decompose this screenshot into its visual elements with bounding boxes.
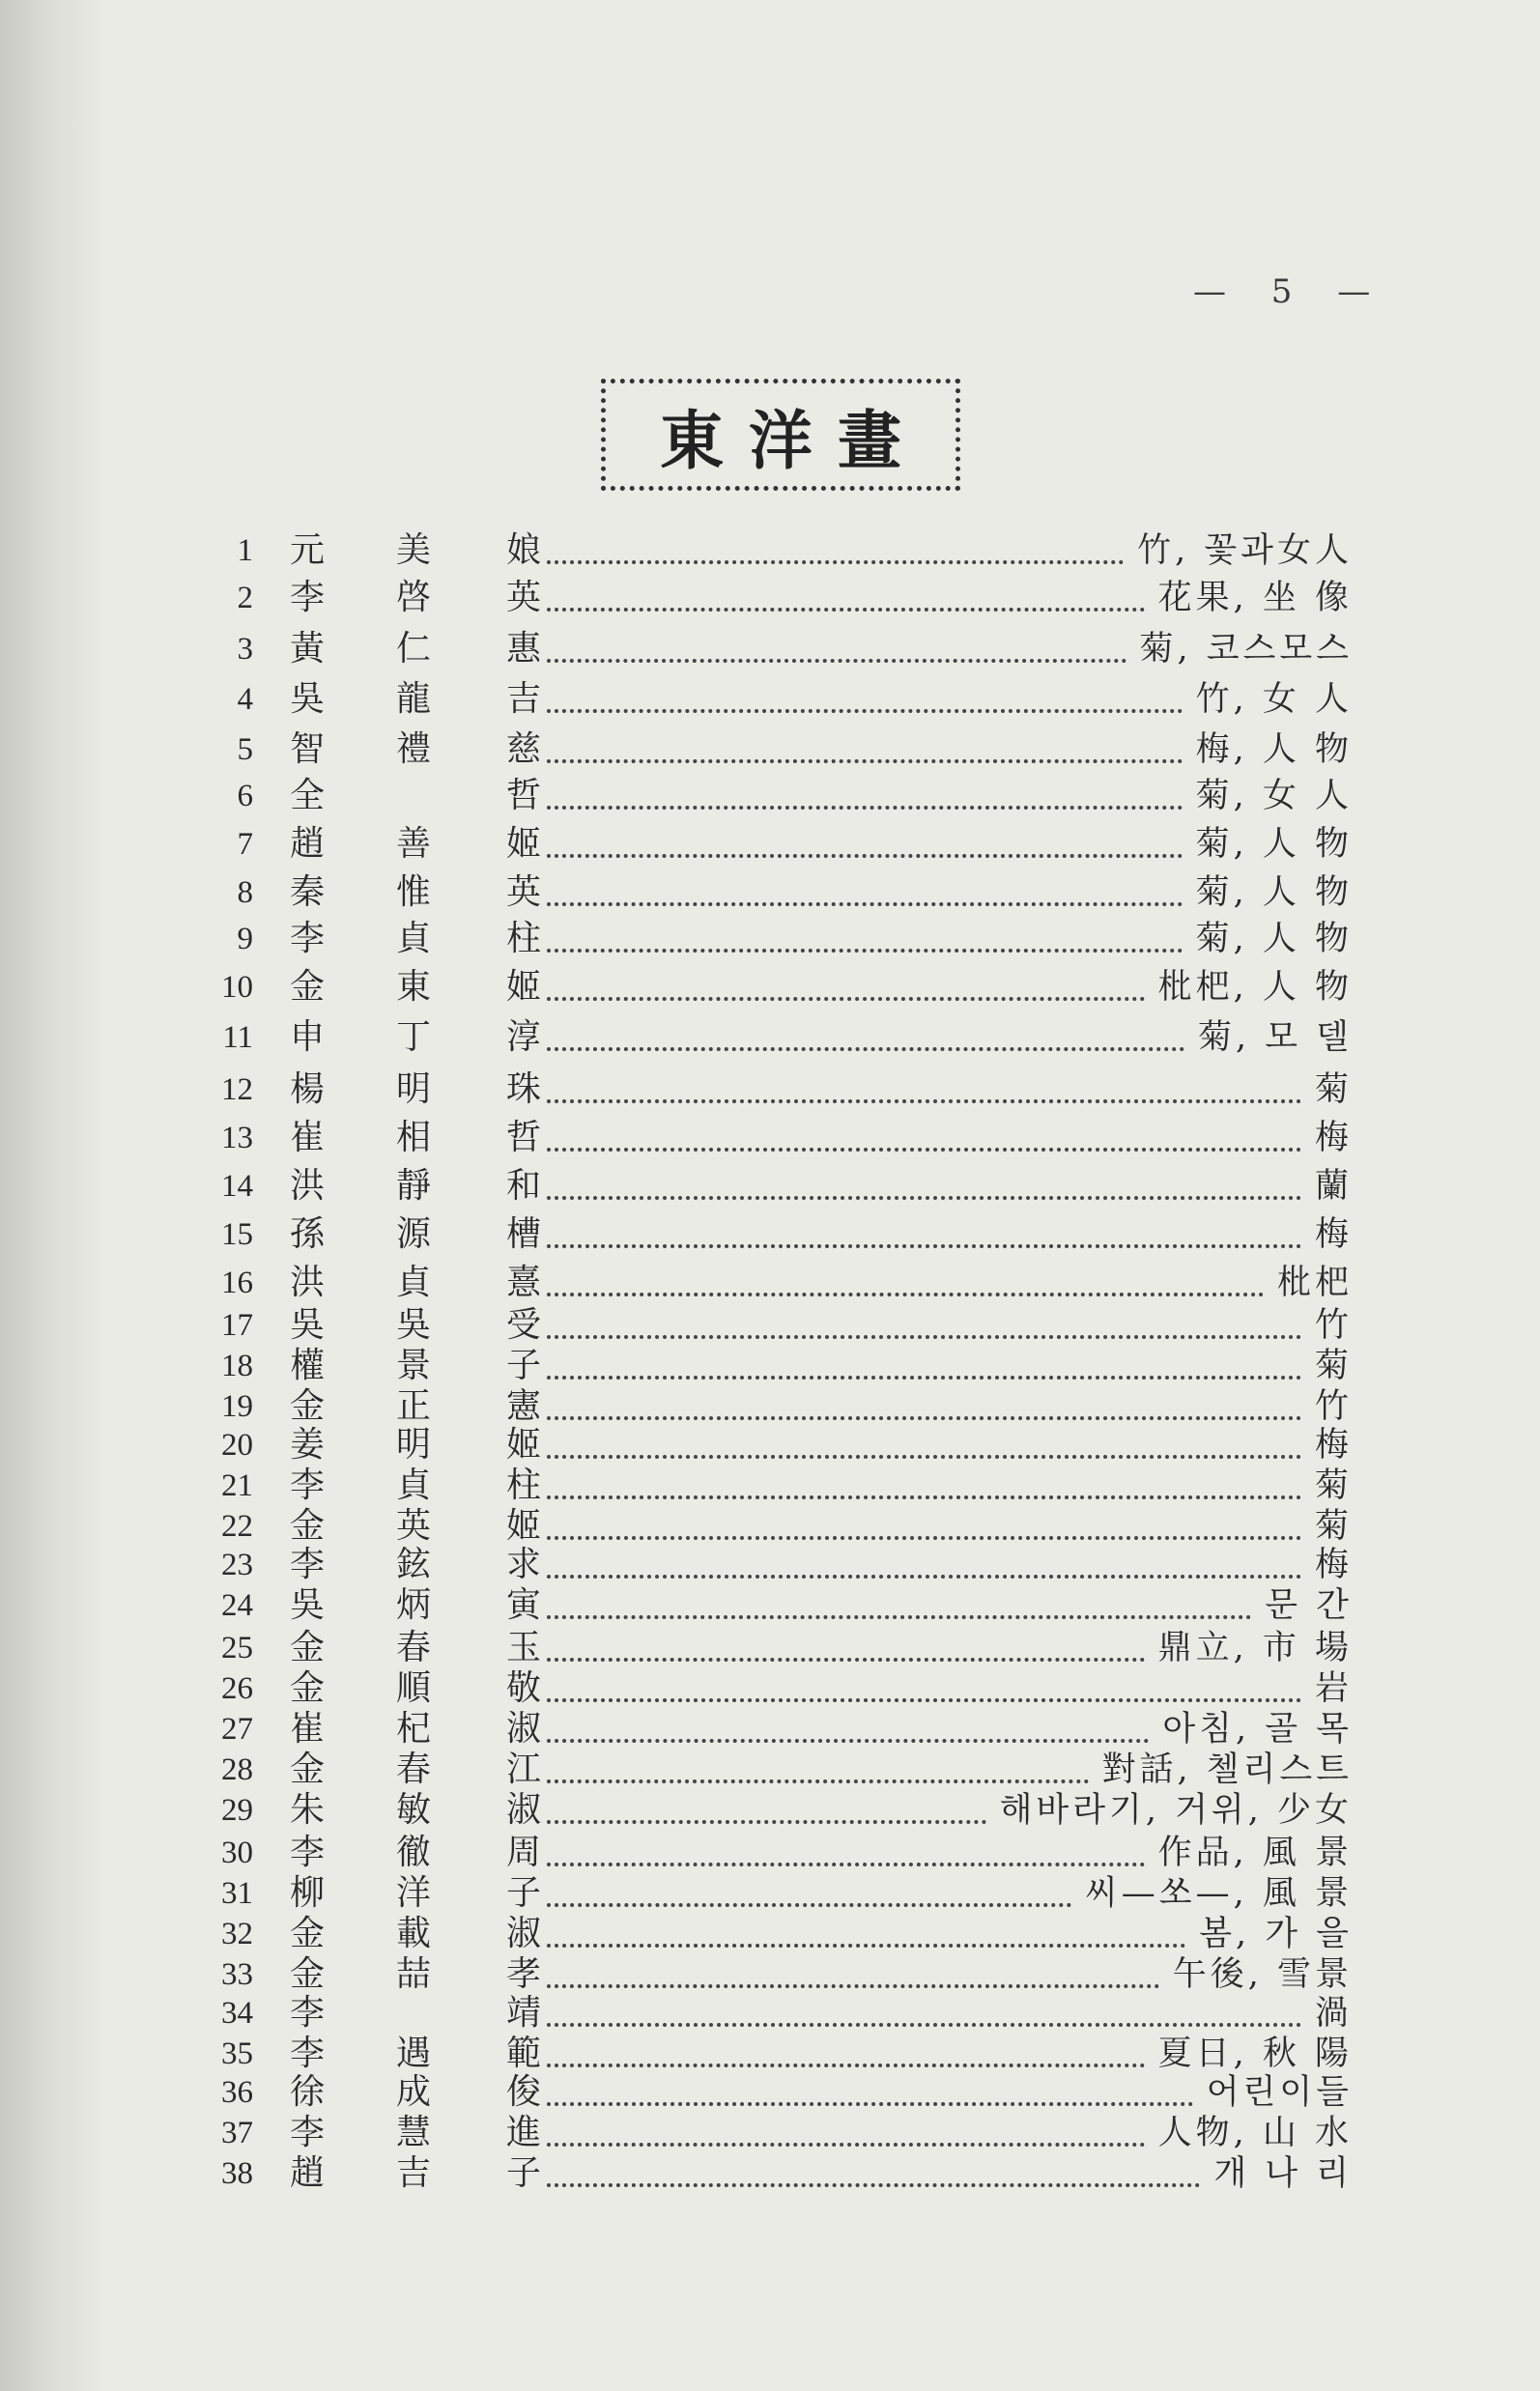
list-item (0, 966, 1540, 1009)
artist-name-char: 吉 (506, 679, 542, 719)
work-titles: 夏日, 秋 陽 (1157, 2035, 1353, 2073)
artist-name-char: 姜 (290, 1425, 326, 1465)
list-item (0, 1385, 1540, 1428)
entry-number: 7 (237, 827, 253, 862)
artist-name-char: 英 (396, 1506, 432, 1546)
artist-name-char: 金 (290, 1914, 326, 1953)
artist-name-char: 吳 (290, 1585, 326, 1625)
list-item (0, 2071, 1540, 2114)
artist-name-char: 吉 (396, 2153, 432, 2193)
dot-leader (547, 995, 1145, 1001)
work-titles: 枇杷 (1276, 1264, 1353, 1302)
work-titles: 花果, 坐 像 (1157, 579, 1353, 617)
artist-name-char: 淑 (506, 1709, 542, 1749)
artist-name-char: 江 (506, 1750, 542, 1789)
artist-name-char: 金 (290, 1386, 326, 1426)
artist-name-char: 東 (396, 967, 432, 1007)
work-titles: 渦 (1314, 1994, 1353, 2033)
artist-name-char: 權 (290, 1346, 326, 1385)
entry-number: 23 (221, 1548, 253, 1582)
list-item (0, 1584, 1540, 1627)
entry-number: 32 (221, 1917, 253, 1951)
artist-name-char: 金 (290, 967, 326, 1007)
work-titles: 菊, 人 物 (1195, 920, 1353, 958)
artist-name-char: 淳 (506, 1017, 542, 1057)
artist-name-char: 英 (506, 578, 542, 617)
dot-leader (547, 1146, 1301, 1152)
list-item (0, 1708, 1540, 1751)
artist-name-char: 金 (290, 1668, 326, 1708)
entry-number: 19 (221, 1389, 253, 1424)
artist-name-char: 善 (396, 824, 432, 864)
list-item (0, 1213, 1540, 1256)
work-titles: 菊 (1314, 1507, 1353, 1546)
artist-name-char: 子 (506, 1873, 542, 1913)
artist-name-char: 源 (396, 1214, 432, 1254)
section-title-box (601, 379, 960, 491)
list-item (0, 823, 1540, 866)
dot-leader (547, 2100, 1193, 2106)
dot-leader (547, 2021, 1301, 2027)
list-item (0, 1544, 1540, 1586)
artist-name-char: 春 (396, 1750, 432, 1789)
artist-name-char: 李 (290, 2034, 326, 2073)
entry-number: 29 (221, 1793, 253, 1828)
artist-name-char: 吳 (290, 679, 326, 719)
entry-number: 5 (237, 732, 253, 767)
list-item (0, 1505, 1540, 1548)
entry-number: 35 (221, 2036, 253, 2071)
dot-leader (547, 757, 1183, 763)
artist-name-char: 楊 (290, 1069, 326, 1109)
artist-name-char: 慧 (396, 2113, 432, 2152)
dot-leader (547, 1534, 1301, 1540)
work-titles: 씨—쏘—, 風 景 (1085, 1874, 1353, 1913)
artist-name-char: 李 (290, 1993, 326, 2033)
artist-name-char: 順 (396, 1668, 432, 1708)
dot-leader (547, 1494, 1301, 1499)
entry-number: 20 (221, 1428, 253, 1463)
artist-name-char: 娘 (506, 530, 542, 570)
dot-leader (547, 606, 1145, 612)
list-item (0, 1262, 1540, 1304)
work-titles: 竹 (1314, 1387, 1353, 1426)
artist-name-char: 玉 (506, 1628, 542, 1667)
entry-number: 10 (221, 970, 253, 1005)
artist-name-char: 相 (396, 1118, 432, 1157)
dot-leader (547, 1696, 1301, 1702)
dot-leader (547, 1656, 1145, 1662)
artist-name-char: 憙 (506, 1263, 542, 1302)
artist-name-char: 景 (396, 1346, 432, 1385)
artist-name-char: 朱 (290, 1790, 326, 1830)
list-item (0, 1345, 1540, 1387)
work-titles: 菊, 코스모스 (1139, 630, 1353, 669)
artist-name-char: 李 (290, 578, 326, 617)
dot-leader (547, 657, 1126, 663)
entry-number: 12 (221, 1072, 253, 1107)
dot-leader (547, 1194, 1301, 1200)
artist-name-char: 子 (506, 2153, 542, 2193)
artist-name-char: 正 (396, 1386, 432, 1426)
artist-name-char: 啓 (396, 578, 432, 617)
artist-name-char: 英 (506, 872, 542, 912)
list-item (0, 2112, 1540, 2154)
artist-name-char: 李 (290, 1833, 326, 1872)
dot-leader (547, 852, 1183, 858)
work-titles: 菊, 女 人 (1195, 777, 1353, 815)
dot-leader (547, 1291, 1264, 1296)
work-titles: 梅, 人 物 (1195, 730, 1353, 769)
artist-name-char: 喆 (396, 1954, 432, 1994)
entry-number: 24 (221, 1588, 253, 1623)
artist-name-char: 丁 (396, 1017, 432, 1057)
dot-leader (547, 2141, 1145, 2147)
artist-name-char: 姬 (506, 1425, 542, 1465)
artist-name-char: 珠 (506, 1069, 542, 1109)
entry-number: 33 (221, 1957, 253, 1992)
work-titles: 岩 (1314, 1669, 1353, 1708)
list-item (0, 1913, 1540, 1955)
artist-name-char: 崔 (290, 1709, 326, 1749)
entry-number: 13 (221, 1121, 253, 1155)
work-titles: 菊, 人 物 (1195, 825, 1353, 864)
work-titles: 蘭 (1314, 1167, 1353, 1206)
dot-leader (547, 2181, 1200, 2187)
artist-name-char: 範 (506, 2034, 542, 2073)
list-item (0, 1117, 1540, 1159)
artist-name-char: 明 (396, 1069, 432, 1109)
list-item (0, 577, 1540, 619)
artist-name-char: 明 (396, 1425, 432, 1465)
entry-number: 28 (221, 1752, 253, 1787)
dot-leader (547, 804, 1183, 810)
work-titles: 梅 (1314, 1546, 1353, 1584)
artist-name-char: 柱 (506, 1466, 542, 1505)
entry-number: 11 (222, 1020, 253, 1055)
list-item (0, 2152, 1540, 2195)
work-titles: 對話, 첼리스트 (1101, 1751, 1353, 1789)
artist-name-char: 靖 (506, 1993, 542, 2033)
dot-leader (547, 1374, 1301, 1380)
list-item (0, 628, 1540, 670)
dot-leader (547, 707, 1183, 713)
dot-leader (547, 1333, 1301, 1339)
work-titles: 아침, 골 목 (1162, 1710, 1353, 1749)
artist-name-char: 求 (506, 1545, 542, 1584)
artist-name-char: 杞 (396, 1709, 432, 1749)
artist-name-char: 金 (290, 1954, 326, 1994)
artist-name-char: 李 (290, 2113, 326, 2152)
artist-name-char: 柱 (506, 919, 542, 958)
list-item (0, 728, 1540, 771)
artist-name-char: 受 (506, 1305, 542, 1345)
list-item (0, 918, 1540, 960)
artist-name-char: 淑 (506, 1790, 542, 1830)
work-titles: 梅 (1314, 1119, 1353, 1157)
artist-name-char: 洪 (290, 1263, 326, 1302)
dot-leader (547, 1901, 1071, 1907)
list-item (0, 1872, 1540, 1915)
list-item (0, 1667, 1540, 1710)
artist-name-char: 淑 (506, 1914, 542, 1953)
work-titles: 菊 (1314, 1347, 1353, 1385)
dot-leader (547, 1818, 986, 1824)
work-titles: 梅 (1314, 1426, 1353, 1465)
artist-name-char: 黃 (290, 629, 326, 669)
entry-number: 22 (221, 1509, 253, 1544)
dot-leader (547, 1613, 1251, 1619)
dot-leader (547, 1045, 1184, 1051)
artist-name-char: 美 (396, 530, 432, 570)
artist-name-char: 趙 (290, 2153, 326, 2193)
page-number: — 5 — (1193, 272, 1388, 311)
work-titles: 午後, 雪景 (1172, 1955, 1353, 1994)
artist-name-char: 徹 (396, 1833, 432, 1872)
artist-name-char: 全 (290, 776, 326, 815)
dot-leader (547, 1573, 1301, 1579)
dot-leader (547, 900, 1183, 906)
artist-name-char: 秦 (290, 872, 326, 912)
artist-name-char: 炳 (396, 1585, 432, 1625)
entry-number: 38 (221, 2156, 253, 2191)
list-item (0, 678, 1540, 721)
artist-name-char: 金 (290, 1750, 326, 1789)
artist-name-char: 吳 (290, 1305, 326, 1345)
entry-number: 34 (221, 1996, 253, 2031)
artist-name-char: 貞 (396, 1263, 432, 1302)
list-item (0, 1068, 1540, 1111)
artist-name-char: 敏 (396, 1790, 432, 1830)
dot-leader (547, 1097, 1301, 1103)
artist-name-char: 洪 (290, 1166, 326, 1206)
artist-name-char: 鉉 (396, 1545, 432, 1584)
artist-name-char: 周 (506, 1833, 542, 1872)
list-item (0, 1304, 1540, 1347)
work-titles: 梅 (1314, 1215, 1353, 1254)
entry-number: 30 (221, 1836, 253, 1870)
artist-name-char: 哲 (506, 776, 542, 815)
artist-name-char: 趙 (290, 824, 326, 864)
artist-name-char: 敬 (506, 1668, 542, 1708)
artist-name-char: 李 (290, 1545, 326, 1584)
work-titles: 人物, 山 水 (1157, 2114, 1353, 2152)
list-item (0, 529, 1540, 572)
dot-leader (547, 1942, 1185, 1948)
artist-name-char: 寅 (506, 1585, 542, 1625)
list-item (0, 1424, 1540, 1466)
list-item (0, 1992, 1540, 2035)
artist-name-char: 貞 (396, 919, 432, 958)
entry-number: 8 (237, 875, 253, 910)
list-item (0, 1165, 1540, 1208)
list-item (0, 1832, 1540, 1874)
artist-name-char: 金 (290, 1628, 326, 1667)
list-item (0, 1953, 1540, 1996)
artist-name-char: 徐 (290, 2072, 326, 2112)
artist-name-char: 遇 (396, 2034, 432, 2073)
artist-name-char: 李 (290, 1466, 326, 1505)
work-titles: 菊, 人 物 (1195, 873, 1353, 912)
list-item (0, 1627, 1540, 1669)
artist-name-char: 龍 (396, 679, 432, 719)
artist-name-char: 成 (396, 2072, 432, 2112)
artist-name-char: 姬 (506, 1506, 542, 1546)
list-item (0, 2033, 1540, 2075)
list-item (0, 871, 1540, 914)
work-titles: 竹, 女 人 (1195, 680, 1353, 719)
entry-number: 2 (237, 581, 253, 615)
artist-name-char: 姬 (506, 967, 542, 1007)
artist-name-char: 貞 (396, 1466, 432, 1505)
entry-number: 3 (237, 632, 253, 667)
dot-leader (547, 1982, 1159, 1988)
work-titles: 문 간 (1265, 1586, 1353, 1625)
artist-name-char: 哲 (506, 1118, 542, 1157)
artist-name-char: 智 (290, 729, 326, 769)
artist-name-char: 柳 (290, 1873, 326, 1913)
dot-leader (547, 947, 1183, 953)
work-titles: 해바라기, 거위, 少女 (999, 1791, 1353, 1830)
entry-number: 31 (221, 1876, 253, 1911)
dot-leader (547, 1778, 1089, 1783)
list-item (0, 1749, 1540, 1791)
dot-leader (547, 1414, 1301, 1420)
dot-leader (547, 1242, 1301, 1248)
work-titles: 竹 (1314, 1306, 1353, 1345)
artist-name-char: 惟 (396, 872, 432, 912)
artist-name-char: 惠 (506, 629, 542, 669)
artist-name-char: 子 (506, 1346, 542, 1385)
artist-name-char: 禮 (396, 729, 432, 769)
artist-name-char: 俊 (506, 2072, 542, 2112)
artist-name-char: 春 (396, 1628, 432, 1667)
artist-name-char: 載 (396, 1914, 432, 1953)
artist-name-char: 姬 (506, 824, 542, 864)
work-titles: 枇杷, 人 物 (1157, 968, 1353, 1007)
entry-number: 15 (221, 1217, 253, 1252)
entry-number: 36 (221, 2075, 253, 2110)
entry-number: 21 (221, 1468, 253, 1503)
work-titles: 菊 (1314, 1466, 1353, 1505)
artist-name-char: 孝 (506, 1954, 542, 1994)
list-item (0, 1016, 1540, 1059)
dot-leader (547, 1861, 1145, 1866)
artist-name-char: 進 (506, 2113, 542, 2152)
work-titles: 竹, 꽃과女人 (1137, 531, 1353, 570)
work-titles: 鼎立, 市 場 (1157, 1629, 1353, 1667)
entry-number: 1 (237, 533, 253, 568)
section-title: 東洋畫 (660, 402, 927, 478)
artist-name-char: 申 (290, 1017, 326, 1057)
entry-number: 18 (221, 1349, 253, 1383)
work-titles: 作品, 風 景 (1157, 1834, 1353, 1872)
artist-name-char: 憲 (506, 1386, 542, 1426)
entry-number: 25 (221, 1631, 253, 1665)
work-titles: 개 나 리 (1213, 2154, 1353, 2193)
entry-number: 16 (221, 1266, 253, 1300)
entry-number: 9 (237, 922, 253, 956)
artist-name-char: 孫 (290, 1214, 326, 1254)
artist-name-char: 李 (290, 919, 326, 958)
artist-name-char: 崔 (290, 1118, 326, 1157)
list-item (0, 775, 1540, 817)
work-titles: 봄, 가 을 (1199, 1915, 1353, 1953)
dot-leader (547, 1453, 1301, 1459)
artist-name-char: 吳 (396, 1305, 432, 1345)
list-item (0, 1465, 1540, 1507)
work-titles: 菊 (1314, 1070, 1353, 1109)
entry-number: 17 (221, 1308, 253, 1343)
artist-name-char: 靜 (396, 1166, 432, 1206)
artist-name-char: 洋 (396, 1873, 432, 1913)
entry-number: 26 (221, 1671, 253, 1706)
entry-number: 6 (237, 779, 253, 813)
artist-name-char: 元 (290, 530, 326, 570)
artist-name-char: 和 (506, 1166, 542, 1206)
artist-name-char: 金 (290, 1506, 326, 1546)
work-titles: 菊, 모 델 (1198, 1018, 1353, 1057)
dot-leader (547, 2062, 1145, 2067)
dot-leader (547, 558, 1124, 564)
entry-number: 14 (221, 1169, 253, 1204)
artist-name-char: 慈 (506, 729, 542, 769)
entry-number: 4 (237, 682, 253, 717)
entry-number: 27 (221, 1712, 253, 1747)
artist-name-char: 槽 (506, 1214, 542, 1254)
dot-leader (547, 1737, 1149, 1743)
artist-name-char: 仁 (396, 629, 432, 669)
work-titles: 어린이들 (1206, 2073, 1353, 2112)
entry-number: 37 (221, 2116, 253, 2150)
list-item (0, 1789, 1540, 1832)
